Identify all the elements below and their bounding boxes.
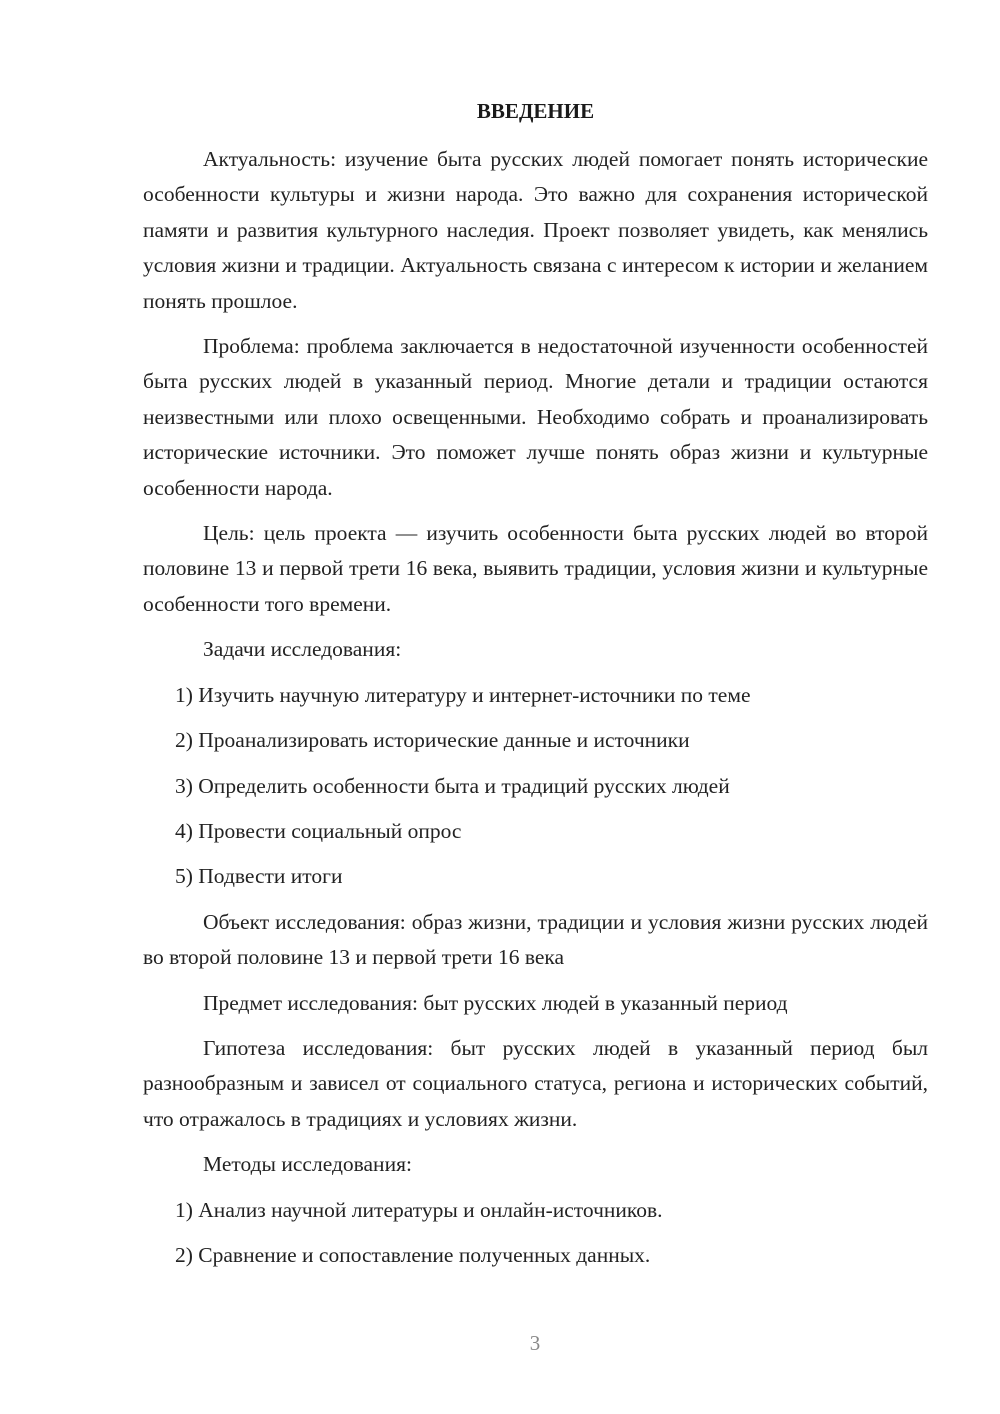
task-item-4: 4) Провести социальный опрос [175, 818, 462, 843]
problem-paragraph: Проблема: проблема заключается в недостаточной изученности особенностей быта русских людей в указанный период. Многие детали и традиции остаются неизвестными или плохо освещенными. Необходимо собрать и проанализировать исторические источники. Это поможет лучше понять образ жизни и культурные особенности народа. [143, 334, 928, 500]
task-item-3: 3) Определить особенности быта и традиций русских людей [175, 773, 730, 798]
task-item-1: 1) Изучить научную литературу и интернет-источники по теме [175, 682, 751, 707]
method-item-2: 2) Сравнение и сопоставление полученных данных. [175, 1242, 651, 1267]
methods-heading: Методы исследования: [203, 1152, 412, 1177]
page-number: 3 [529, 1331, 541, 1355]
tasks-heading: Задачи исследования: [203, 637, 402, 662]
goal-paragraph: Цель: цель проекта — изучить особенности быта русских людей во второй половине 13 и первой трети 16 века, выявить традиции, условия жизни и культурные особенности того времени. [143, 521, 928, 616]
subject-paragraph: Предмет исследования: быт русских людей в указанный период [203, 990, 788, 1015]
object-paragraph: Объект исследования: образ жизни, традиции и условия жизни русских людей во второй половине 13 и первой трети 16 века [143, 909, 928, 970]
relevance-paragraph: Актуальность: изучение быта русских людей помогает понять исторические особенности культуры и жизни народа. Это важно для сохранения исторической памяти и развития культурного наследия. Проект позволяет увидеть, как менялись условия жизни и традиции. Актуальность связана с интересом к истории и желанием понять прошлое. [143, 147, 928, 313]
hypothesis-paragraph: Гипотеза исследования: быт русских людей в указанный период был разнообразным и зависел от социального статуса, региона и исторических событий, что отражалось в традициях и условиях жизни. [143, 1035, 928, 1131]
task-item-5: 5) Подвести итоги [175, 864, 343, 889]
method-item-1: 1) Анализ научной литературы и онлайн-источников. [175, 1197, 663, 1222]
document-body [143, 142, 928, 1283]
task-item-2: 2) Проанализировать исторические данные и источники [175, 728, 690, 753]
page-title: ВВЕДЕНИЕ [476, 99, 595, 123]
